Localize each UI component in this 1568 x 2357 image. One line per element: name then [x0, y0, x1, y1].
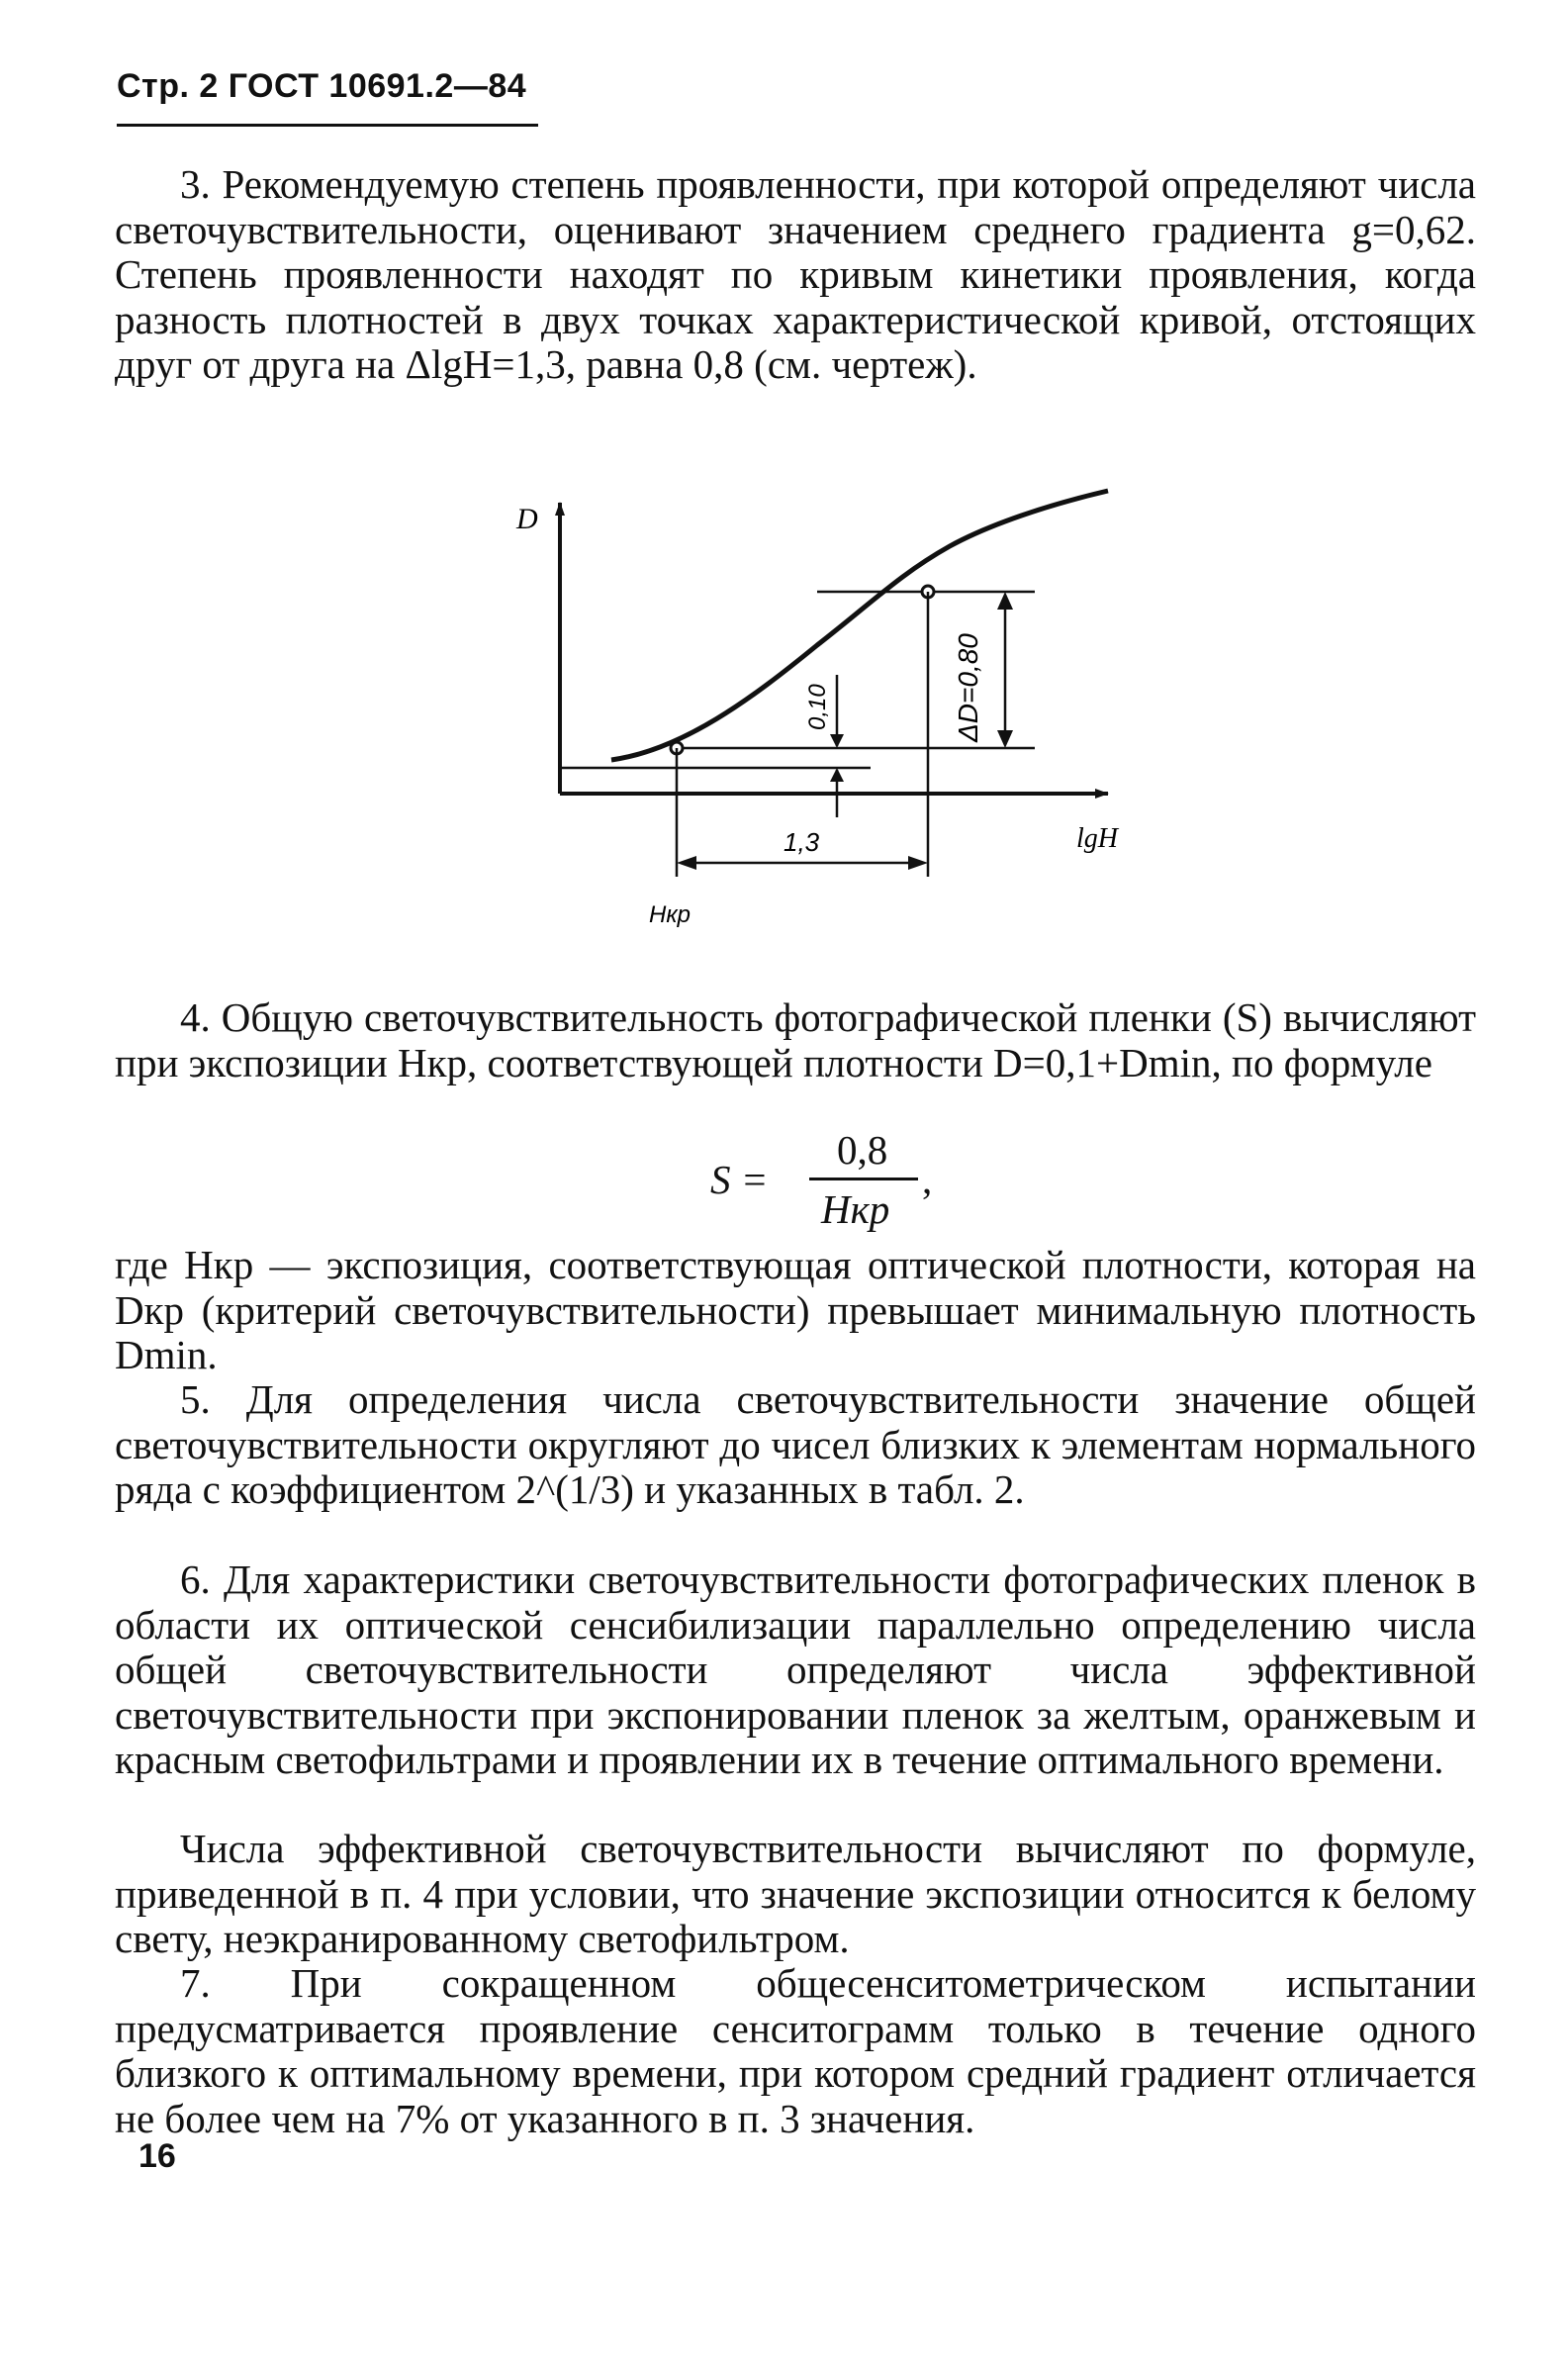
paragraph-4-where: где Hкр — экспозиция, соответствующая оптической плотности, которая на Dкр (критерий светочувствительности) превышает минимальную плотность Dmin.: [115, 1242, 1476, 1377]
fraction-bar: [809, 1178, 918, 1180]
characteristic-curve-figure: [495, 481, 1128, 946]
paragraph-6b: Числа эффективной светочувствительности вычисляют по формуле, приведенной в п. 4 при условии, что значение экспозиции относится к белому свету, неэкранированному светофильтром.: [115, 1826, 1476, 1961]
characteristic-curve: [611, 491, 1108, 760]
point-label: Hкр: [649, 901, 692, 928]
sensitivity-formula: [710, 1126, 968, 1235]
page-header: Стр. 2 ГОСТ 10691.2—84: [117, 67, 527, 105]
small-delta-label: 0,10: [804, 684, 831, 730]
formula-denominator: Hкр: [821, 1186, 890, 1232]
paragraph-3: 3. Рекомендуемую степень проявленности, при которой определяют числа светочувствительности, оценивают значением среднего градиента g=0,62. Степень проявленности находят по кривым кинетики проявления, когда разность плотностей в двух точках характеристической кривой, отстоящих друг от друга на ΔlgH=1,3, равна 0,8 (см. чертеж).: [115, 161, 1476, 387]
formula-lhs: S =: [710, 1157, 769, 1202]
page-number: 16: [138, 2137, 176, 2175]
y-axis-label: D: [516, 503, 538, 535]
span-label: 1,3: [784, 827, 820, 857]
paragraph-7: 7. При сокращенном общесенситометрическом испытании предусматривается проявление сенситограмм только в течение одного близкого к оптимальному времени, при котором средний градиент отличается не более чем на 7% от указанного в п. 3 значения.: [115, 1960, 1476, 2141]
delta-d-label: ΔD=0,80: [953, 633, 983, 742]
paragraph-4: 4. Общую светочувствительность фотографической пленки (S) вычисляют при экспозиции Hкр, соответствующей плотности D=0,1+Dmin, по формуле: [115, 994, 1476, 1085]
header-rule: [117, 124, 538, 127]
formula-numerator: 0,8: [837, 1127, 888, 1173]
formula-trail: ,: [922, 1157, 933, 1202]
x-axis-label: lgH: [1076, 823, 1118, 854]
paragraph-6: 6. Для характеристики светочувствительности фотографических пленок в области их оптической сенсибилизации параллельно определению числа общей светочувствительности определяют числа эффективной светочувствительности при экспонировании пленок за желтым, оранжевым и красным светофильтрами и проявлении их в течение оптимального времени.: [115, 1556, 1476, 1782]
paragraph-5: 5. Для определения числа светочувствительности значение общей светочувствительности округляют до чисел близких к элементам нормального ряда с коэффициентом 2^(1/3) и указанных в табл. 2.: [115, 1376, 1476, 1512]
